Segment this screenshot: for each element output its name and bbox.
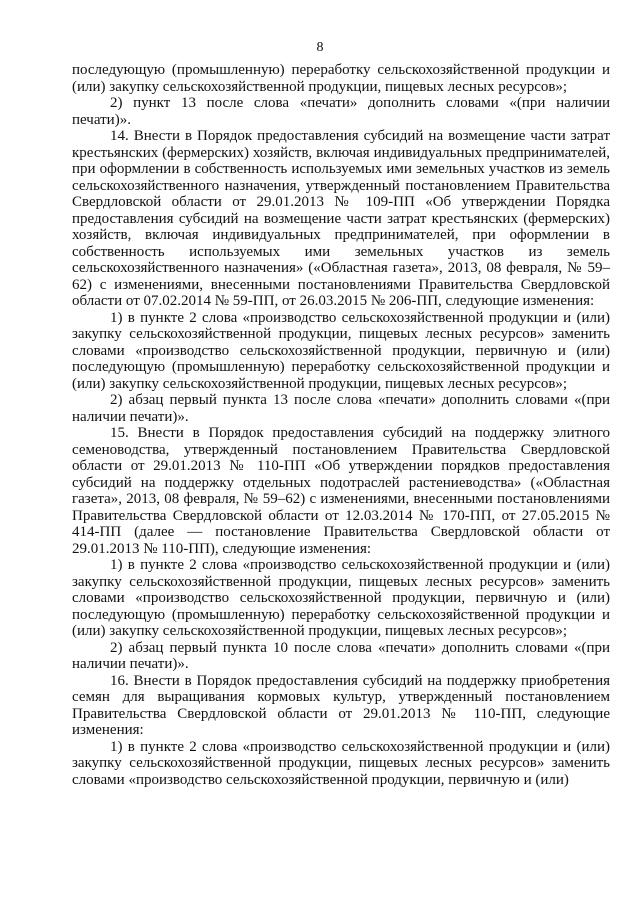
- paragraph-section-15: 15. Внести в Порядок предоставления субсидий на поддержку элитного семеноводства, утвержденный постановлением Правительства Свердловской области от 29.01.2013 № 110-ПП «Об утверждении порядков предоставления субсидий на поддержку отдельных подотраслей растениеводства» («Областная газета», 2013, 08 февраля, № 59–62) с изменениями, внесенными постановлениями Правительства Свердловской области от 12.03.2014 № 170-ПП, от 27.05.2015 № 414-ПП (далее — постановление Правительства Свердловской области от 29.01.2013 № 110-ПП), следующие изменения:: [72, 425, 610, 557]
- document-body: [72, 62, 610, 788]
- paragraph-section-14-item-1: 1) в пункте 2 слова «производство сельскохозяйственной продукции и (или) закупку сельскохозяйственной продукции, пищевых лесных ресурсов» заменить словами «производство сельскохозяйственной продукции, первичную и (или) последующую (промышленную) переработку сельскохозяйственной продукции и (или) закупку сельскохозяйственной продукции, пищевых лесных ресурсов»;: [72, 309, 610, 392]
- paragraph-item-2-point-13: 2) пункт 13 после слова «печати» дополнить словами «(при наличии печати)».: [72, 95, 610, 128]
- paragraph-section-14-item-2: 2) абзац первый пункта 13 после слова «печати» дополнить словами «(при наличии печати)».: [72, 392, 610, 425]
- paragraph-section-15-item-1: 1) в пункте 2 слова «производство сельскохозяйственной продукции и (или) закупку сельскохозяйственной продукции, пищевых лесных ресурсов» заменить словами «производство сельскохозяйственной продукции, первичную и (или) последующую (промышленную) переработку сельскохозяйственной продукции и (или) закупку сельскохозяйственной продукции, пищевых лесных ресурсов»;: [72, 557, 610, 639]
- paragraph-section-15-item-2: 2) абзац первый пункта 10 после слова «печати» дополнить словами «(при наличии печати)».: [72, 639, 610, 672]
- paragraph-continuation: последующую (промышленную) переработку сельскохозяйственной продукции и (или) закупку сельскохозяйственной продукции, пищевых лесных ресурсов»;: [72, 62, 610, 95]
- paragraph-section-14: 14. Внести в Порядок предоставления субсидий на возмещение части затрат крестьянских (фермерских) хозяйств, включая индивидуальных предпринимателей, при оформлении в собственность используемых ими земельных участков из земель сельскохозяйственного назначения, утвержденный постановлением Правительства Свердловской области от 29.01.2013 № 109-ПП «Об утверждении Порядка предоставления субсидий на возмещение части затрат крестьянских (фермерских) хозяйств, включая индивидуальных предпринимателей, при оформлении в собственность используемых ими земельных участков из земель сельскохозяйственного назначения» («Областная газета», 2013, 08 февраля, № 59–62) с изменениями, внесенными постановлениями Правительства Свердловской области от 07.02.2014 № 59-ПП, от 26.03.2015 № 206-ПП, следующие изменения:: [72, 128, 610, 309]
- paragraph-section-16: 16. Внести в Порядок предоставления субсидий на поддержку приобретения семян для выращивания кормовых культур, утвержденный постановлением Правительства Свердловской области от 29.01.2013 № 110-ПП, следующие изменения:: [72, 672, 610, 738]
- paragraph-section-16-item-1: 1) в пункте 2 слова «производство сельскохозяйственной продукции и (или) закупку сельскохозяйственной продукции, пищевых лесных ресурсов» заменить словами «производство сельскохозяйственной продукции, первичную и (или): [72, 738, 610, 788]
- page-number: 8: [316, 40, 324, 55]
